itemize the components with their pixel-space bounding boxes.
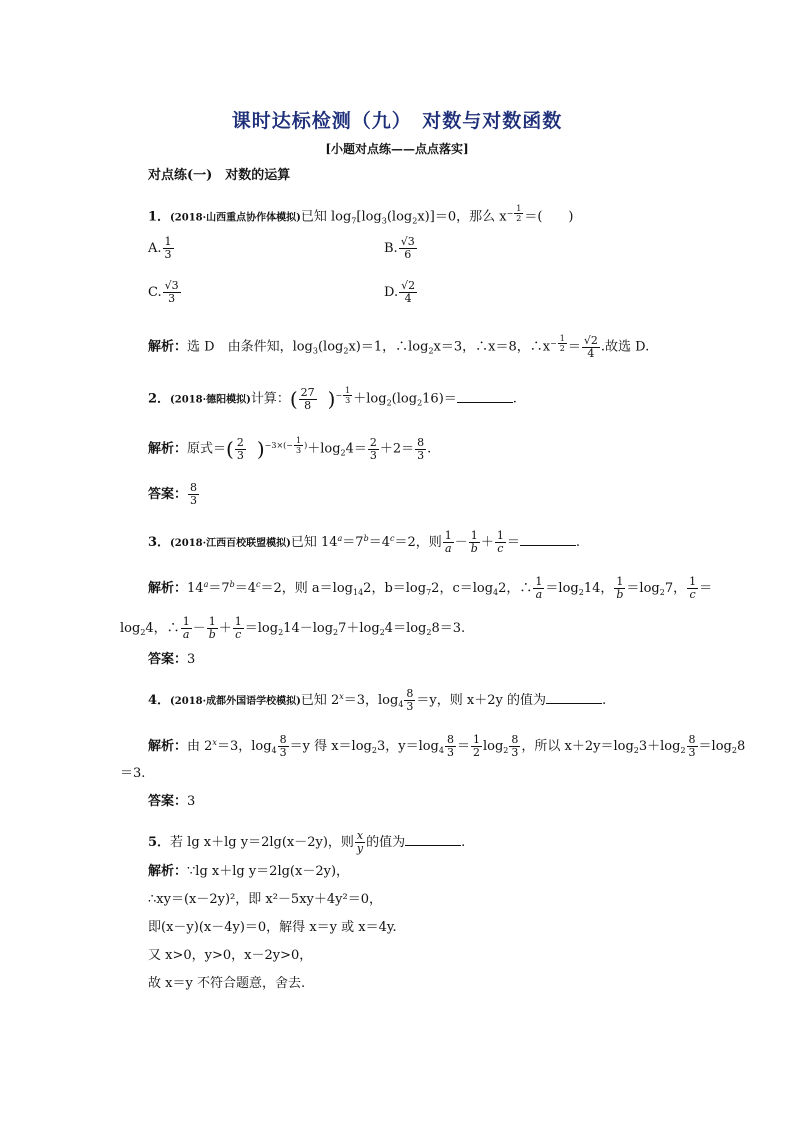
question-1-stem: 1．(2018·山西重点协作体模拟)已知 $\log_7[\log_3(\log_2x)]=0$，那么 $x^{- \frac{1}{2}}$ ＝( ) [148, 204, 574, 226]
question-4-stem: 4．(2018·成都外国语学校模拟)已知 $2^x=3$，$\log_4$ $\frac{8}{3}$ ＝y，则 x＋2y 的值为 . [148, 687, 607, 713]
question-3-stem: 3．(2018·江西百校联盟模拟)已知 $14^a=7^b=4^c=2$，则 $\frac{1}{a}$ － $\frac{1}{b}$ ＋ $\frac{1}{c}$ ＝ . [148, 529, 580, 555]
question-5-solution-line-3: 即(x－y)(x－4y)＝0，解得 x＝y 或 x＝4y. [148, 920, 397, 935]
question-5-solution-line-2: ∴xy＝(x－2y)²，即 x²－5xy＋4y²＝0， [148, 892, 382, 907]
answer-blank [520, 535, 576, 546]
question-3-answer: 答案：3 [148, 652, 196, 667]
question-2-stem: 2．(2018·德阳模拟)计算：( $\frac{27}{8}$ )$^{- \frac{1}{3}}$ $+\log_2(\log_216)=$ . [148, 385, 517, 412]
option-c[interactable]: C. $\frac{√3}{3}$ [148, 279, 179, 305]
page-subtitle: [小题对点练——点点落实] [325, 142, 469, 156]
question-2-solution: 解析：原式＝( $\frac{2}{3}$ )$^{-3\times(- \frac{1}{3} )}+\log_24=$ $\frac{2}{3}$ ＋2＝ $\frac{8}{3}$ . [148, 435, 432, 462]
page-title: 课时达标检测（九） 对数与对数函数 [231, 110, 563, 132]
question-4-solution-line-2: ＝3. [120, 766, 146, 781]
option-b[interactable]: B. $\frac{√3}{6}$ [384, 235, 415, 261]
question-1-solution: 解析：选 D 由条件知，$\log_3(\log_2x)=1$，$\therefore\log_2x=3$，∴x＝8，$\therefore x^{- \frac{1}{2}}$ ＝ $\frac{√2}{4}$ .故选 D. [148, 333, 650, 360]
question-4-answer: 答案：3 [148, 794, 196, 809]
question-5-stem: 5．若 lg x＋lg y＝2lg(x－2y)，则 $\frac{x}{y}$ 的值为 . [148, 829, 466, 855]
question-2-answer: 答案： $\frac{8}{3}$ [148, 481, 198, 507]
question-4-solution: 解析：由 $2^x=3$，$\log_4$ $\frac{8}{3}$ ＝y 得 $x=\log_23$，$y=\log_4$ $\frac{8}{3}$ ＝ $\frac{1}{2}$ $\log_2$ $\frac{8}{3}$ ，所以 $x+2y=\log_23+\log_2$ $\frac{8}{3}$ $=\log_28$ [148, 733, 746, 759]
answer-blank [457, 392, 513, 403]
option-d[interactable]: D. $\frac{√2}{4}$ [384, 279, 416, 305]
question-5-solution-line-1: 解析：∵lg x＋lg y＝2lg(x－2y)， [148, 864, 350, 879]
answer-blank [405, 835, 461, 846]
question-5-solution-line-4: 又 x>0，y>0，x－2y>0， [148, 948, 313, 963]
question-3-solution: 解析：$14^a=7^b=4^c=2$，则 $a=\log_{14}2$，$b=\log_72$，$c=\log_42$，∴ $\frac{1}{a}$ $=\log_214$， $\frac{1}{b}$ $=\log_27$， $\frac{1}{c}$ ＝ [148, 575, 713, 601]
question-3-solution-line-2: $\log_24$，∴ $\frac{1}{a}$ － $\frac{1}{b}$ ＋ $\frac{1}{c}$ $=\log_214-\log_27+\log_24=\log_28=3$. [120, 615, 466, 641]
question-5-solution-line-5: 故 x＝y 不符合题意，舍去. [148, 976, 306, 991]
section-heading: 对点练(一) 对数的运算 [148, 168, 291, 183]
answer-blank [546, 693, 602, 704]
option-a[interactable]: A. $\frac{1}{3}$ [148, 235, 172, 261]
